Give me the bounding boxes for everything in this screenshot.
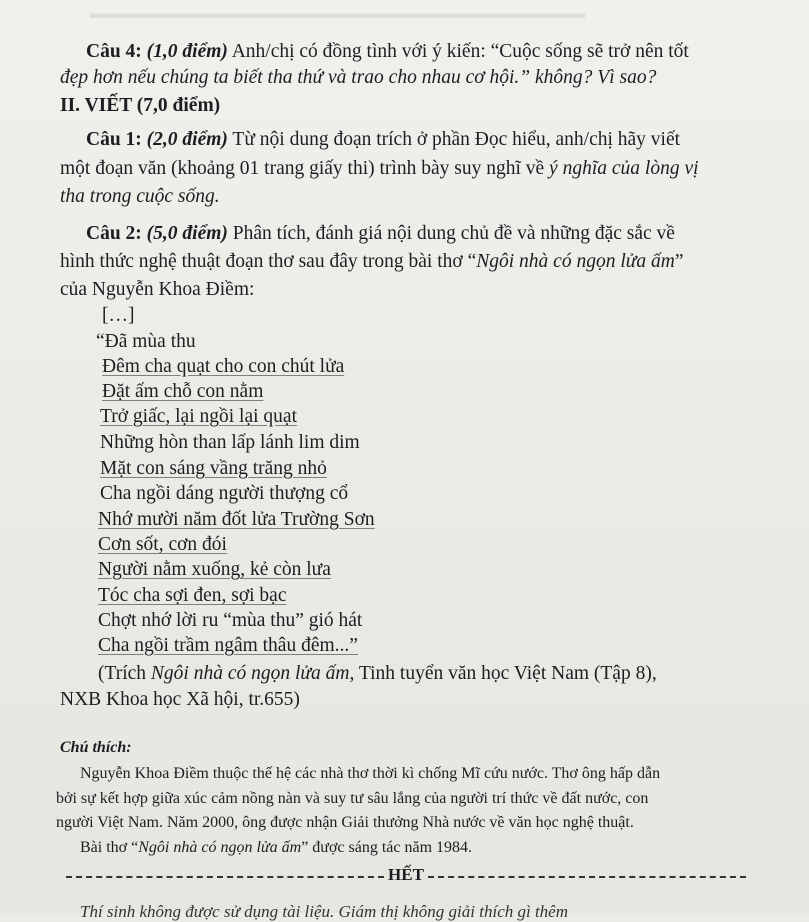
- cau-2-text-2-end: ”: [674, 251, 684, 272]
- poem-line-9: Cơn sốt, cơn đói: [98, 534, 227, 555]
- poem-line-13: Cha ngồi trầm ngâm thâu đêm...”: [98, 635, 358, 656]
- poem-line-12: Chợt nhớ lời ru “mùa thu” gió hát: [98, 610, 363, 631]
- cau-2-line-3: của Nguyễn Khoa Điềm:: [60, 279, 255, 300]
- cau-1-line-3: tha trong cuộc sống.: [60, 186, 220, 207]
- note-line-4: [80, 838, 472, 858]
- poem-ellipsis: […]: [102, 305, 135, 326]
- cau-1-text-2: một đoạn văn (khoảng 01 trang giấy thi) trình bày suy nghĩ về: [60, 158, 550, 179]
- cau-1-text-1: Từ nội dung đoạn trích ở phần Đọc hiểu, anh/chị hãy viết: [227, 129, 681, 150]
- citation-title: Ngôi nhà có ngọn lửa ấm: [150, 663, 350, 684]
- poem-line-8: Nhớ mười năm đốt lửa Trường Sơn: [98, 509, 375, 530]
- poem-line-10: Người nằm xuống, kẻ còn lưa: [98, 559, 331, 580]
- citation-open: (Trích: [98, 663, 151, 684]
- cau-1-points: (2,0 điểm): [146, 129, 228, 150]
- note-line-4-italic: Ngôi nhà có ngọn lửa ấm: [138, 839, 302, 856]
- cau-1-line-1: [86, 128, 680, 152]
- note-heading: Chú thích:: [60, 739, 132, 756]
- poem-line-1: “Đã mùa thu: [96, 331, 196, 352]
- citation-line-2: NXB Khoa học Xã hội, tr.655): [60, 689, 300, 710]
- poem-line-5: Những hòn than lấp lánh lim dim: [100, 432, 360, 453]
- cau-2-points: (5,0 điểm): [146, 223, 228, 244]
- cau-1-label: Câu 1:: [86, 129, 142, 150]
- cau-2-label: Câu 2:: [86, 223, 142, 244]
- poem-line-4: Trở giấc, lại ngồi lại quạt: [100, 406, 297, 427]
- bleed-through-mark: ▬▬▬▬▬▬▬▬▬▬▬▬▬▬▬▬▬▬▬▬▬▬▬▬▬▬▬▬▬▬▬▬▬: [90, 6, 585, 22]
- poem-line-2: Đêm cha quạt cho con chút lửa: [102, 356, 345, 377]
- note-line-2: bởi sự kết hợp giữa xúc cảm nồng nàn và suy tư sâu lắng của người trí thức về đất nước, con: [56, 790, 649, 807]
- cau-2-line-1: [86, 222, 675, 246]
- poem-line-11: Tóc cha sợi đen, sợi bạc: [98, 585, 287, 606]
- cau-2-text-2: hình thức nghệ thuật đoạn thơ sau đây trong bài thơ “: [60, 251, 477, 272]
- bottom-cutoff-line: Thí sinh không được sử dụng tài liệu. Giám thị không giải thích gì thêm: [80, 902, 569, 921]
- poem-line-7: Cha ngồi dáng người thượng cổ: [100, 483, 349, 504]
- note-line-1: Nguyễn Khoa Điềm thuộc thế hệ các nhà thơ thời kì chống Mĩ cứu nước. Thơ ông hấp dẫn: [80, 765, 661, 782]
- citation-line-1: [98, 662, 657, 686]
- section-2-heading: II. VIẾT (7,0 điểm): [60, 95, 221, 116]
- note-line-3: người Việt Nam. Năm 2000, ông được nhận Giải thưởng Nhà nước về văn học nghệ thuật.: [56, 814, 634, 831]
- question-4-points: (1,0 điểm): [146, 41, 228, 62]
- cau-2-text-2-italic: Ngôi nhà có ngọn lửa ấm: [476, 251, 675, 272]
- end-mark-dash-right: [428, 876, 746, 878]
- question-4-line-1: [86, 40, 689, 64]
- poem-line-6: Mặt con sáng vầng trăng nhỏ: [100, 458, 327, 479]
- cau-1-line-2: [60, 157, 699, 181]
- citation-rest: , Tinh tuyển văn học Việt Nam (Tập 8),: [349, 663, 657, 684]
- cau-2-text-1: Phân tích, đánh giá nội dung chủ đề và những đặc sắc về: [227, 223, 675, 244]
- question-4-text-1: Anh/chị có đồng tình với ý kiến: “Cuộc sống sẽ trở nên tốt: [227, 41, 689, 62]
- question-4-label: Câu 4:: [86, 41, 142, 62]
- end-mark: [66, 865, 746, 885]
- end-mark-text: HẾT: [388, 865, 424, 884]
- note-line-4-start: Bài thơ “: [80, 839, 139, 856]
- cau-1-text-2-italic: ý nghĩa của lòng vị: [549, 158, 699, 179]
- end-mark-dash-left: [66, 876, 384, 878]
- poem-line-3: Đặt ấm chỗ con nằm: [102, 381, 264, 402]
- question-4-line-2: đẹp hơn nếu chúng ta biết tha thứ và trao cho nhau cơ hội.” không? Vì sao?: [60, 67, 657, 88]
- cau-2-line-2: [60, 250, 683, 274]
- note-line-4-end: ” được sáng tác năm 1984.: [301, 839, 473, 856]
